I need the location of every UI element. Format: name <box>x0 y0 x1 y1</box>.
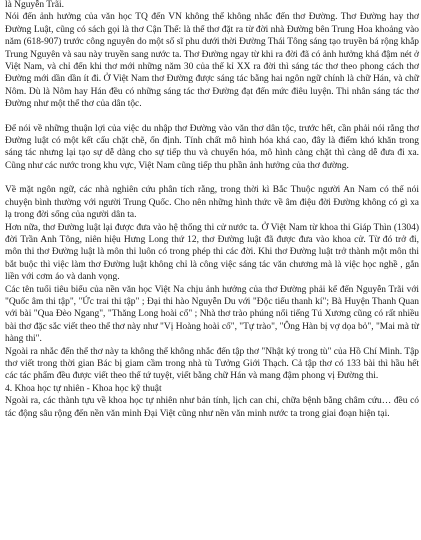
paragraph-language-aspect: Về mặt ngôn ngữ, các nhà nghiên cứu phân tích rằng, trong thời kì Bắc Thuộc người An Nam có thể nói chuyện bình thường với người Trung Quốc. Cho nên những hình thức về âm điệu đời Đường không có gì xa lạ trong đời sống của người dân ta. <box>5 185 419 221</box>
document-body <box>5 0 419 420</box>
paragraph-intro-fragment: là Nguyễn Trãi. <box>5 0 64 10</box>
paragraph-tang-poetry-overview: Nói đến ảnh hưởng của văn học TQ đến VN không thể không nhắc đến thơ Đường. Thơ Đường hay thơ Đường Luật, cũng có sách gọi là thơ Cận Thể: là thể thơ đặt ra từ đời nhà Đường bên Trung Hoa khoảng vào năm (618-907) trước công nguyên do một số sĩ phu dưới thời Đường Thái Tông sáng tạo truyền bá rộng khắp Trung Nguyên và sau này truyền sang nước ta. Thơ Đường ngay từ khi ra đời đã có ảnh hưởng khá đậm nét ở Việt Nam, và chỉ đến khi thơ mới những năm 30 của thế kỉ XX ra đời thì sáng tác thơ theo phong cách thơ Đường mới dần dần ít đi. Ở Việt Nam thơ Đường được sáng tác bằng hai ngôn ngữ chính là chữ Hán, và chữ Nôm. Dù là Nôm hay Hán đều có những sáng tác thơ Đường đạt đến mức điêu luyện. Thi nhân sáng tác thơ Đường như một thể thơ của dân tộc. <box>5 12 419 110</box>
section-heading-natural-sciences: 4. Khoa học tự nhiên - Khoa học kỹ thuật <box>5 383 162 394</box>
paragraph-natural-sciences: Ngoài ra, các thành tựu về khoa học tự nhiên như bản tính, lịch can chi, chữa bệnh bằng châm cứu… đều có tác động sâu rộng đến nền văn minh Đại Việt cũng như nền văn minh nước ta trong giai đoạn hiện tại. <box>5 396 419 419</box>
paragraph-adoption-advantages: Để nói về những thuận lợi của việc du nhập thơ Đường vào văn thơ dân tộc, trước hết, cần phải nói rằng thơ Đường luật có một kết cấu chặt chẽ, ổn định. Tính chất mô hình hóa khá cao, đây là điểm khó khăn trong sáng tác nhưng lại tạo sự dễ dàng cho sự tiếp thu và chuyển hóa, mô hình càng chặt thì càng dễ đưa đi xa. Cũng như các nước trong khu vực, Việt Nam cũng tiếp thu phần ảnh hưởng của thơ đường. <box>5 123 419 171</box>
paragraph-exam-system: Hơn nữa, thơ Đường luật lại được đưa vào hệ thống thi cử nước ta. Ở Việt Nam từ khoa thi Giáp Thìn (1304) đời Trần Anh Tông, niên hiệu Hưng Long thứ 12, thơ Đường luật đã được đưa vào khoa cử. Từ đó trở đi, môn thi thơ Đường luật là môn thi luôn có trong phép thi các đời. Khi thơ Đường luật trở thành một môn thi bắt buộc thì việc làm thơ Đường luật không chỉ là công việc sáng tác văn chương mà là việc học nghề , gắn liền với cơm áo và danh vọng. <box>5 222 419 283</box>
paragraph-prison-diary: Ngoài ra nhắc đến thể thơ này ta không thể không nhắc đến tập thơ "Nhật ký trong tù" của Hồ Chí Minh. Tập thơ viết trong thời gian Bác bị giam cầm trong nhà tù Tưởng Giới Thạch. Cả tập thơ có 133 bài thì hầu hết các tác phẩm đều được viết theo thể tứ tuyệt, viết bằng chữ Hán và mang đậm phong vị Đường thi. <box>5 346 419 382</box>
paragraph-notable-poets: Các tên tuổi tiêu biểu của nền văn học Việt Na chịu ảnh hưởng của thơ Đường phải kể đến Nguyễn Trãi với "Quốc âm thi tập", "Ức trai thi tập" ; Đại thi hào Nguyễn Du với "Độc tiểu thanh kí"; Bà Huyện Thanh Quan với bài "Qua Đèo Ngang", "Thăng Long hoài cổ" ; Nhà thơ trào phúng nổi tiếng Tú Xương cũng có rất nhiều bài thơ đặc sắc viết theo thể thơ này như "Vị Hoàng hoài cổ", "Tự trào", "Ông Hàn bị vợ dọa bỏ", "Mai mà từ hàng thi". <box>5 284 419 345</box>
